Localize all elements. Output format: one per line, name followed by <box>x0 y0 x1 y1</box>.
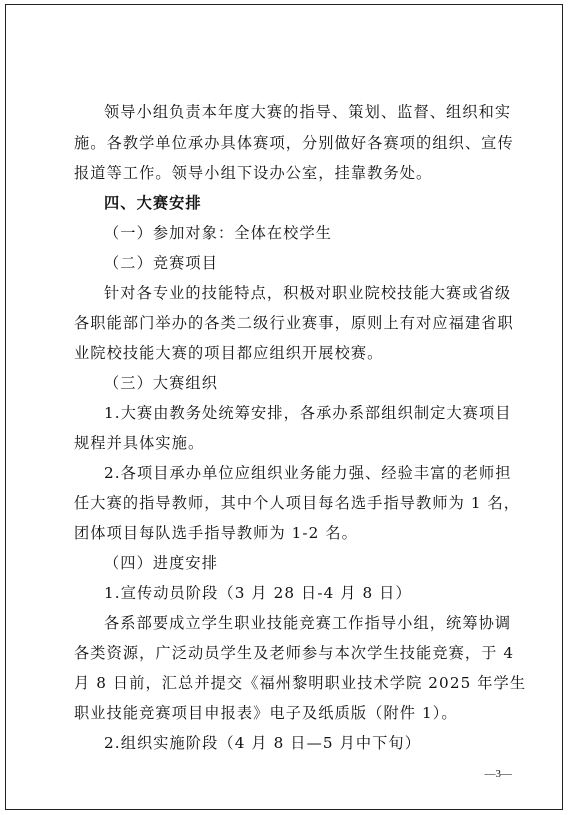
paragraph-line: 2.各项目承办单位应组织业务能力强、经验丰富的老师担 <box>104 464 512 482</box>
paragraph-line: 领导小组负责本年度大赛的指导、策划、监督、组织和实 <box>104 103 512 121</box>
paragraph-line: 针对各专业的技能特点，积极对职业院校技能大赛或省级 <box>104 284 512 302</box>
paragraph-line: 职业技能竞赛项目申报表》电子及纸质版（附件 1）。 <box>74 704 458 722</box>
paragraph-line: 各系部要成立学生职业技能竞赛工作指导小组，统筹协调 <box>104 614 512 632</box>
paragraph-line: 2.组织实施阶段（4 月 8 日—5 月中下旬） <box>104 734 422 752</box>
paragraph-line: 任大赛的指导教师，其中个人项目每名选手指导教师为 1 名， <box>74 494 521 512</box>
paragraph-line: 团体项目每队选手指导教师为 1-2 名。 <box>74 524 358 542</box>
paragraph-line: 各类资源，广泛动员学生及老师参与本次学生技能竞赛，于 4 <box>74 644 515 662</box>
section-heading: 四、大赛安排 <box>104 194 202 212</box>
paragraph-line: 月 8 日前，汇总并提交《福州黎明职业技术学院 2025 年学生 <box>74 674 527 692</box>
subsection-heading: （三）大赛组织 <box>104 374 219 392</box>
page-number: —3— <box>484 768 512 780</box>
subsection-heading: （二）竞赛项目 <box>104 254 219 272</box>
paragraph-line: 1.宣传动员阶段（3 月 28 日-4 月 8 日） <box>104 584 412 602</box>
paragraph-line: 施。各教学单位承办具体赛项，分别做好各赛项的组织、宣传 <box>74 134 514 152</box>
paragraph-line: 规程并具体实施。 <box>74 434 205 452</box>
paragraph-line: 各职能部门举办的各类二级行业赛事，原则上有对应福建省职 <box>74 314 514 332</box>
subsection-heading: （四）进度安排 <box>104 554 219 572</box>
paragraph-line: 业院校技能大赛的项目都应组织开展校赛。 <box>74 344 384 362</box>
paragraph-line: 1.大赛由教务处统筹安排，各承办系部组织制定大赛项目 <box>104 404 512 422</box>
subsection-heading: （一）参加对象：全体在校学生 <box>104 224 333 242</box>
paragraph-line: 报道等工作。领导小组下设办公室，挂靠教务处。 <box>74 164 433 182</box>
